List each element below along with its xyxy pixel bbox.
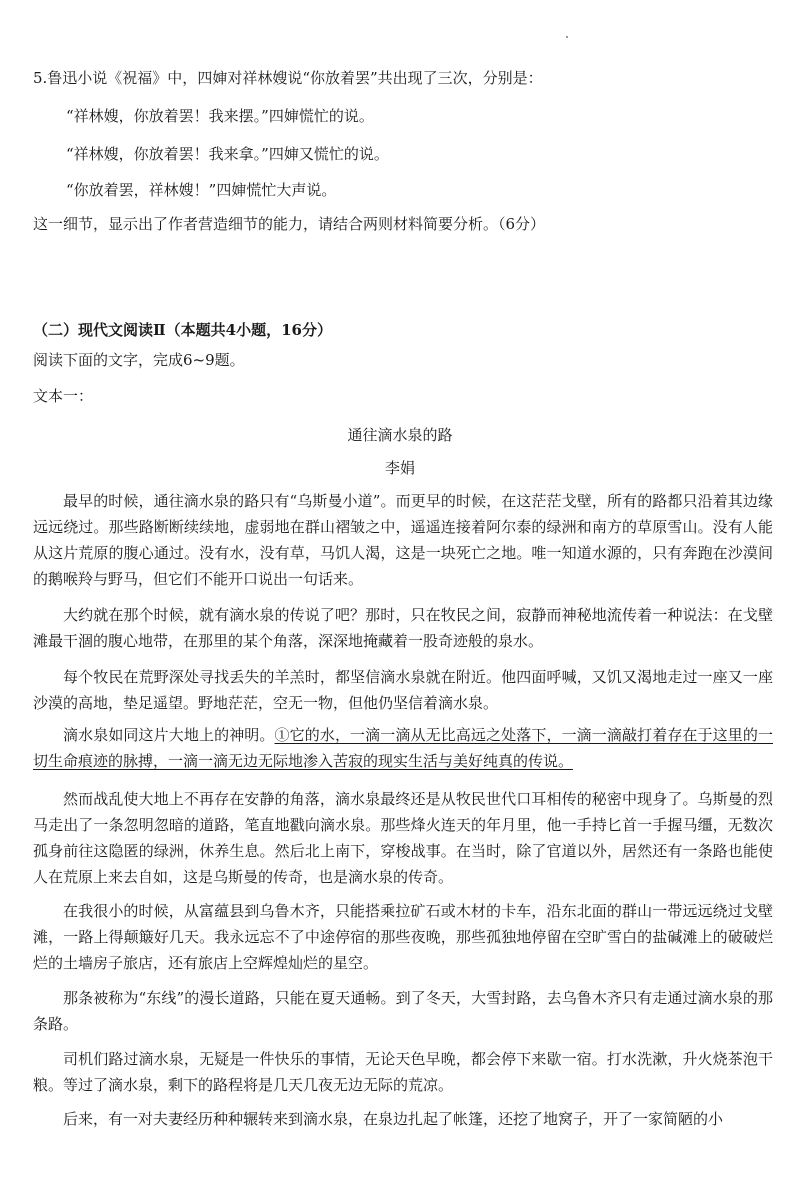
quote-1: “祥林嫂，你放着罢！我来摆。”四婶慌忙的说。 (66, 107, 374, 125)
question-5-task: 这一细节，显示出了作者营造细节的能力，请结合两则材料简要分析。（6分） (33, 215, 546, 233)
paragraph-1: 最早的时候，通往滴水泉的路只有“乌斯曼小道”。而更早的时候，在这茫茫戈壁，所有的路都只沿着其边缘远远绕过。那些路断断续续地，虚弱地在群山褶皱之中，遥遥连接着阿尔泰的绿洲和南方的草原雪山。没有人能从这片荒原的腹心通过。没有水，没有草，马饥人渴，这是一块死亡之地。唯一知道水源的，只有奔跑在沙漠间的鹅喉羚与野马，但它们不能开口说出一句话来。 (33, 492, 773, 588)
section-instruction: 阅读下面的文字，完成6~9题。 (33, 351, 245, 369)
quote-2: “祥林嫂，你放着罢！我来拿。”四婶又慌忙的说。 (66, 145, 389, 163)
paragraph-9: 后来，有一对夫妻经历种种辗转来到滴水泉，在泉边扎起了帐篷，还挖了地窝子，开了一家简陋的小 (63, 1110, 724, 1128)
paragraph-7: 那条被称为“东线”的漫长道路，只能在夏天通畅。到了冬天，大雪封路，去乌鲁木齐只有走通过滴水泉的那条路。 (33, 989, 773, 1033)
text-label: 文本一： (33, 387, 94, 405)
article-title: 通往滴水泉的路 (347, 426, 453, 444)
paragraph-4-lead: 滴水泉如同这片大地上的神明。 (63, 726, 275, 744)
paragraph-2: 大约就在那个时候，就有滴水泉的传说了吧？那时，只在牧民之间，寂静而神秘地流传着一种说法：在戈壁滩最干涸的腹心地带，在那里的某个角落，深深地掩藏着一股奇迹般的泉水。 (33, 606, 773, 650)
article-author: 李娟 (384, 459, 415, 477)
scan-speck (566, 36, 568, 38)
paragraph-3: 每个牧民在荒野深处寻找丢失的羊羔时，都坚信滴水泉就在附近。他四面呼喊，又饥又渴地走过一座又一座沙漠的高地，垫足遥望。野地茫茫，空无一物，但他仍坚信着滴水泉。 (33, 668, 773, 712)
underlined-sentence-1: ①它的水，一滴一滴从无比高远之处落下，一滴一滴敲打着存在于这里的一切生命痕迹的脉搏，一滴一滴无边无际地渗入苦寂的现实生活与美好纯真的传说。 (33, 726, 773, 770)
quote-3: “你放着罢，祥林嫂！”四婶慌忙大声说。 (66, 181, 337, 199)
paragraph-4 (33, 722, 773, 774)
paragraph-5: 然而战乱使大地上不再存在安静的角落，滴水泉最终还是从牧民世代口耳相传的秘密中现身了。乌斯曼的烈马走出了一条忽明忽暗的道路，笔直地戳向滴水泉。那些烽火连天的年月里，他一手持匕首一手握马缰，无数次孤身前往这隐匿的绿洲，休养生息。然后北上南下，穿梭战事。在当时，除了官道以外，居然还有一条路也能使人在荒原上来去自如，这是乌斯曼的传奇，也是滴水泉的传奇。 (33, 790, 773, 886)
question-5-stem: 5.鲁迅小说《祝福》中，四婶对祥林嫂说“你放着罢”共出现了三次，分别是： (33, 69, 543, 87)
section-heading: （二）现代文阅读Ⅱ（本题共4小题，16分） (33, 321, 332, 339)
paragraph-6: 在我很小的时候，从富蕴县到乌鲁木齐，只能搭乘拉矿石或木材的卡车，沿东北面的群山一带远远绕过戈壁滩，一路上得颠簸好几天。我永远忘不了中途停宿的那些夜晚，那些孤独地停留在空旷雪白的盐碱滩上的破破烂烂的土墙房子旅店，还有旅店上空辉煌灿烂的星空。 (33, 902, 773, 972)
paragraph-8: 司机们路过滴水泉，无疑是一件快乐的事情，无论天色早晚，都会停下来歇一宿。打水洗漱，升火烧茶泡干粮。等过了滴水泉，剩下的路程将是几天几夜无边无际的荒凉。 (33, 1050, 773, 1094)
